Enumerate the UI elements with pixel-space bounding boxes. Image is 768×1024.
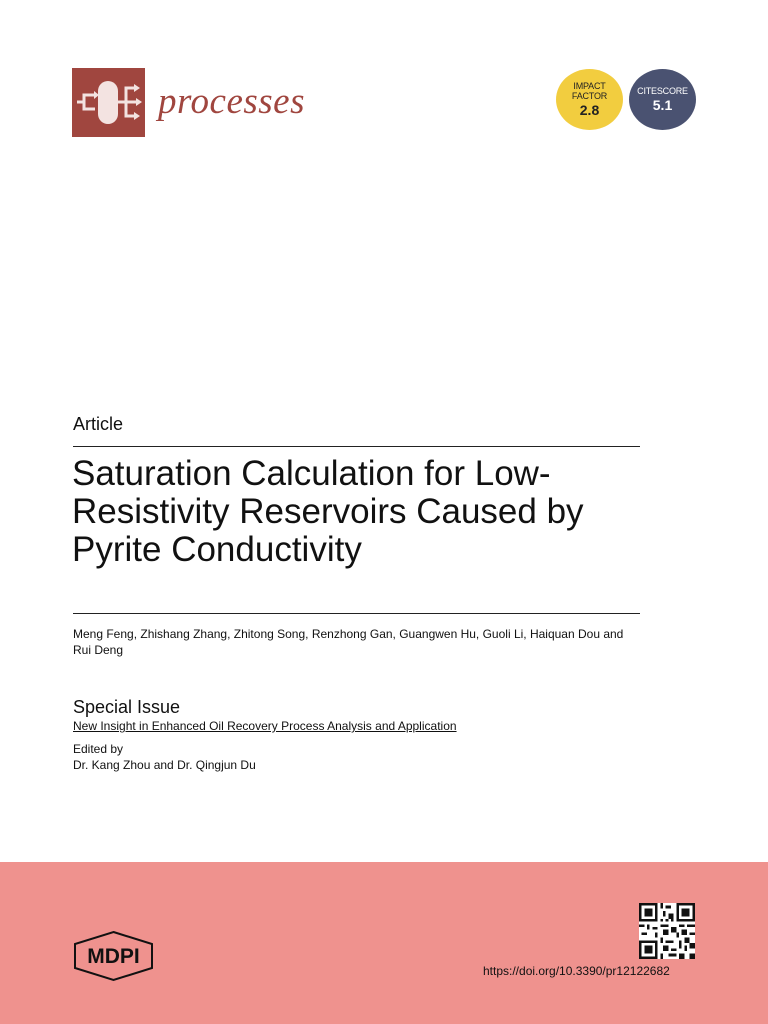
impact-factor-badge[interactable] <box>556 69 623 130</box>
qr-code-icon[interactable] <box>639 903 695 959</box>
article-type: Article <box>73 414 124 434</box>
citescore-label: CITESCORE <box>637 86 688 96</box>
impact-factor-value: 2.8 <box>579 102 600 118</box>
doi-link[interactable]: https://doi.org/10.3390/pr12122682 <box>483 964 670 978</box>
special-issue-link[interactable]: New Insight in Enhanced Oil Recovery Process Analysis and Application <box>73 719 457 733</box>
author-list: Meng Feng, Zhishang Zhang, Zhitong Song, Renzhong Gan, Guangwen Hu, Guoli Li, Haiquan Dou and Rui Deng <box>73 627 624 657</box>
mdpi-logo-text: MDPI <box>87 945 140 968</box>
journal-name: processes <box>158 81 305 122</box>
mdpi-logo <box>72 930 155 982</box>
processes-logo-icon <box>72 68 145 137</box>
divider-bottom <box>73 613 640 614</box>
special-issue-heading: Special Issue <box>73 697 181 717</box>
citescore-value: 5.1 <box>652 97 673 113</box>
edited-by-label: Edited by <box>73 742 124 756</box>
editors: Dr. Kang Zhou and Dr. Qingjun Du <box>73 758 256 772</box>
impact-factor-label-1: IMPACT <box>573 81 606 91</box>
divider-top <box>73 446 640 447</box>
article-title: Saturation Calculation for Low-Resistivity Reservoirs Caused by Pyrite Conductivity <box>72 454 584 569</box>
impact-factor-label-2: FACTOR <box>571 91 608 101</box>
citescore-badge[interactable] <box>629 69 696 130</box>
